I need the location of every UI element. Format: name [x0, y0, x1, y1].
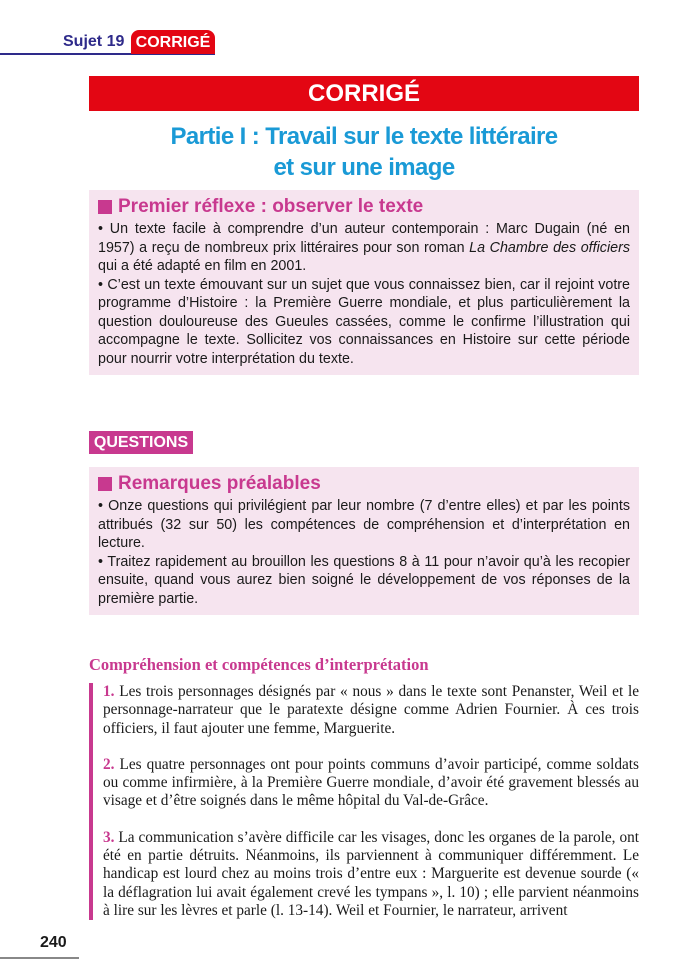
questions-label: QUESTIONS — [89, 431, 193, 454]
part-title-line: et sur une image — [273, 154, 455, 181]
square-bullet-icon — [98, 477, 112, 491]
subject-label: Sujet 19 — [63, 33, 125, 50]
answer-item — [103, 829, 639, 920]
answer-number: 1. — [103, 683, 115, 700]
box-heading — [98, 471, 630, 497]
box-heading — [98, 194, 630, 220]
answer-item — [103, 756, 639, 811]
corrige-tab: CORRIGÉ — [131, 30, 215, 54]
part-title-line: Partie I : Travail sur le texte littéraire — [170, 123, 558, 150]
answer-item — [103, 683, 639, 738]
box-heading-text: Premier réflexe : observer le texte — [118, 196, 424, 217]
paragraph: • C’est un texte émouvant sur un sujet que vous connaissez bien, car il rejoint votre programme d’Histoire : la Première Guerre mondiale, et plus particulièrement la question douloureuse des Gueules cassées, comme le confirme l’illustration qui accompagne le texte. Sollicitez vos connaissances en Histoire sur cette période pour nourrir votre interprétation du texte. — [98, 276, 630, 367]
remarques-box — [89, 467, 639, 615]
answer-text: Les quatre personnages ont pour points communs d’avoir participé, comme soldats ou comme infirmière, à la Première Guerre mondiale, d’avoir été gravement blessés au visage et d’être soignés dans le même hôpital du Val-de-Grâce. — [103, 755, 639, 810]
paragraph: • Onze questions qui privilégient par leur nombre (7 d’entre elles) et par les points attribués (32 sur 50) les compétences de compréhension et d’interprétation en lecture. — [98, 498, 630, 551]
book-title: La Chambre des officiers — [469, 239, 630, 256]
section-title: Compréhension et compétences d’interprétation — [89, 655, 429, 674]
answer-text: Les trois personnages désignés par « nous » dans le texte sont Penanster, Weil et le personnage-narrateur que le paratexte désigne comme Adrien Fournier. À ces trois officiers, il faut ajouter une femme, Marguerite. — [103, 683, 639, 737]
text: • Un texte facile à comprendre d’un auteur contemporain : Marc Dugain (né en 1957) a reçu de nombreux prix littéraires pour son roman — [98, 221, 630, 256]
paragraph: • Traitez rapidement au brouillon les questions 8 à 11 pour n’avoir qu’à les recopier ensuite, quand vous aurez bien soigné le développement de vos réponses de la première partie. — [98, 553, 630, 607]
answers-list — [89, 683, 639, 920]
page-number: 240 — [40, 934, 67, 951]
answer-number: 2. — [103, 755, 115, 773]
answer-text: La communication s’avère difficile car les visages, donc les organes de la parole, ont été en partie détruits. Néanmoins, ils parviennent à communiquer différemment. Le handicap est lourd chez au moins trois d’entre eux : Marguerite est devenue sourde (« la déflagration lui avait également crevé les tympans », l. 10) ; elle parvient néanmoins à lire sur les lèvres et parle (l. 13-14). Weil et Fournier, le narrateur, arrivent — [103, 828, 639, 919]
footer-rule — [0, 957, 79, 959]
paragraph — [98, 220, 630, 276]
corrige-banner: CORRIGÉ — [89, 76, 639, 111]
part-title — [89, 121, 639, 183]
box-heading-text: Remarques préalables — [118, 473, 321, 494]
premier-reflexe-box — [89, 190, 639, 375]
text: qui a été adapté en film en 2001. — [98, 258, 307, 274]
square-bullet-icon — [98, 200, 112, 214]
answer-number: 3. — [103, 828, 115, 846]
